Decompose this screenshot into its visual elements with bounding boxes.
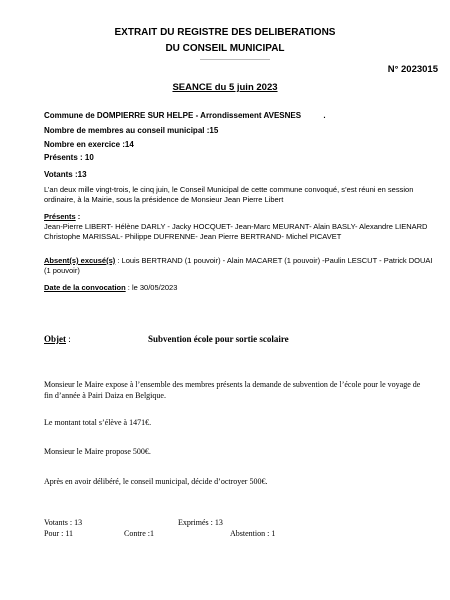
body-para-2: Le montant total s’élève à 1471€. <box>44 418 152 427</box>
body-para-4: Après en avoir délibéré, le conseil municipal, décide d’octroyer 500€. <box>44 477 268 486</box>
body-para-1-line-2: fin d’année à Pairi Daiza en Belgique. <box>44 391 166 400</box>
convocation-label: Date de la convocation <box>44 283 126 292</box>
commune-dot: . <box>323 111 326 120</box>
vote-abstention: Abstention : 1 <box>230 529 276 538</box>
vote-contre: Contre :1 <box>124 529 154 538</box>
register-title: EXTRAIT DU REGISTRE DES DELIBERATIONS <box>114 27 336 38</box>
in-office-count: Nombre en exercice :14 <box>44 140 134 149</box>
presents-line-1: Jean-Pierre LIBERT- Hélène DARLY - Jacky HOCQUET- Jean-Marc MEURANT- Alain BASLY- Alexandre LIENARD <box>44 222 428 231</box>
absents-label: Absent(s) excusé(s) <box>44 256 116 265</box>
council-title: DU CONSEIL MUNICIPAL <box>165 43 285 54</box>
objet-heading <box>44 334 71 344</box>
intro-line-1: L’an deux mille vingt-trois, le cinq juin, le Conseil Municipal de cette commune convoqué, s’est réuni en session <box>44 185 414 194</box>
deliberation-number: N° 2023015 <box>387 64 438 75</box>
seance-date: SEANCE du 5 juin 2023 <box>172 82 278 93</box>
vote-votants: Votants : 13 <box>44 518 83 527</box>
vote-exprimes: Exprimés : 13 <box>178 518 223 527</box>
body-para-1-line-1: Monsieur le Maire expose à l’ensemble des membres présents la demande de subvention de l’école pour le voyage de <box>44 380 421 389</box>
presents-colon: : <box>75 212 81 221</box>
intro-line-2: ordinaire, à la Mairie, sous la présidence de Monsieur Jean Pierre Libert <box>44 195 284 204</box>
body-para-3: Monsieur le Maire propose 500€. <box>44 447 151 456</box>
vote-pour: Pour : 11 <box>44 529 74 538</box>
convocation-date: : le 30/05/2023 <box>125 283 178 292</box>
objet-label: Objet <box>44 334 66 344</box>
present-count: Présents : 10 <box>44 153 94 162</box>
objet-title: Subvention école pour sortie scolaire <box>148 334 289 344</box>
objet-colon: : <box>66 334 71 344</box>
convocation-line <box>44 283 177 293</box>
members-count: Nombre de membres au conseil municipal :15 <box>44 126 219 135</box>
presents-heading <box>44 212 80 222</box>
absents-line-1 <box>44 256 432 266</box>
absents-text: : Louis BERTRAND (1 pouvoir) - Alain MACARET (1 pouvoir) -Paulin LESCUT - Patrick DOUAI <box>115 256 433 265</box>
presents-label: Présents <box>44 212 76 221</box>
commune-line <box>44 111 326 120</box>
commune-text: Commune de DOMPIERRE SUR HELPE - Arrondissement AVESNES <box>44 111 302 120</box>
presents-line-2: Christophe MARISSAL- Philippe DUFRENNE- Jean Pierre BERTRAND- Michel PICAVET <box>44 232 342 241</box>
votants-count: Votants :13 <box>44 170 87 179</box>
title-divider <box>200 59 270 60</box>
absents-line-2: (1 pouvoir) <box>44 266 80 275</box>
